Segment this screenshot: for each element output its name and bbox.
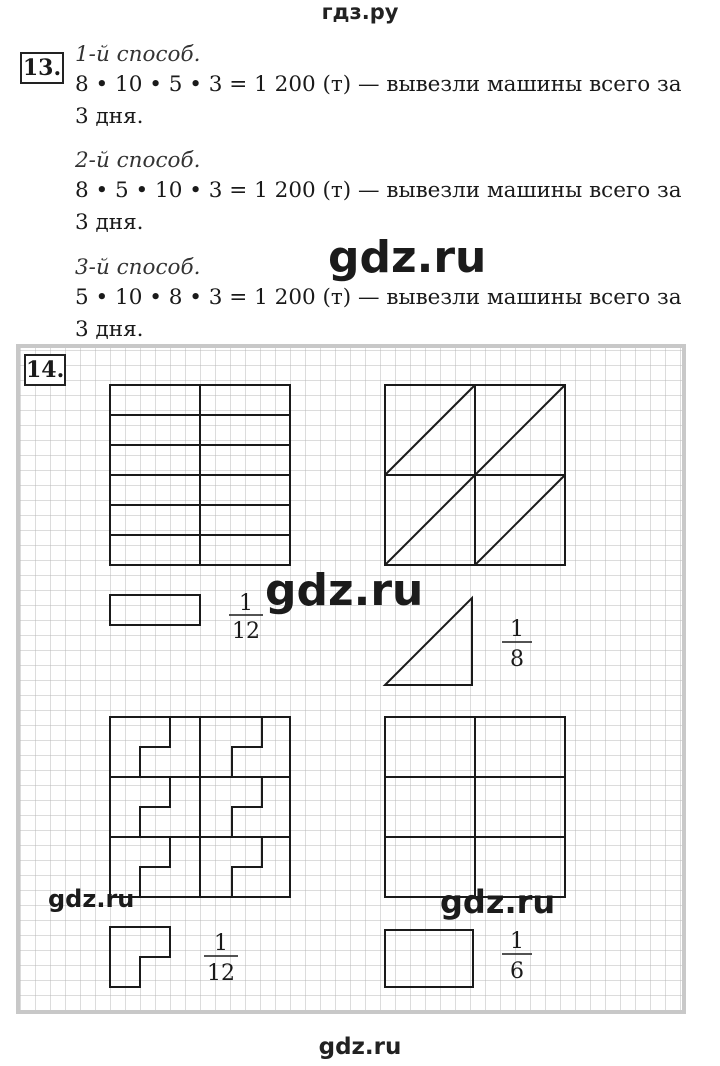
fraction-1-denominator: 12 [232, 619, 260, 644]
method-3-label: 3-й способ. [75, 255, 201, 280]
fraction-1-numerator: 1 [239, 591, 253, 616]
site-header: гдз.ру [321, 0, 399, 24]
site-footer: gdz.ru [318, 1034, 402, 1060]
fraction-3-denominator: 12 [207, 961, 235, 986]
fraction-4-denominator: 6 [510, 959, 524, 984]
task-14-panel [16, 344, 686, 1014]
method-1-equation: 8 • 10 • 5 • 3 = 1 200 (т) — вывезли машины всего за [75, 72, 682, 97]
fraction-2-numerator: 1 [510, 617, 524, 642]
method-2-tail: 3 дня. [75, 210, 144, 235]
task-14-number: 14. [24, 354, 66, 386]
method-2-label: 2-й способ. [75, 148, 201, 173]
watermark-4: gdz.ru [440, 883, 556, 921]
watermark-3: gdz.ru [48, 885, 135, 913]
method-3-equation: 5 • 10 • 8 • 3 = 1 200 (т) — вывезли машины всего за [75, 285, 682, 310]
method-1-label: 1-й способ. [75, 42, 201, 67]
method-2-equation: 8 • 5 • 10 • 3 = 1 200 (т) — вывезли машины всего за [75, 178, 682, 203]
watermark-1: gdz.ru [328, 232, 487, 283]
fraction-4-numerator: 1 [510, 929, 524, 954]
task-13-number: 13. [20, 52, 64, 84]
watermark-2: gdz.ru [265, 565, 424, 616]
method-3-tail: 3 дня. [75, 317, 144, 342]
method-1-tail: 3 дня. [75, 104, 144, 129]
fraction-3-numerator: 1 [214, 931, 228, 956]
fraction-2-denominator: 8 [510, 647, 524, 672]
